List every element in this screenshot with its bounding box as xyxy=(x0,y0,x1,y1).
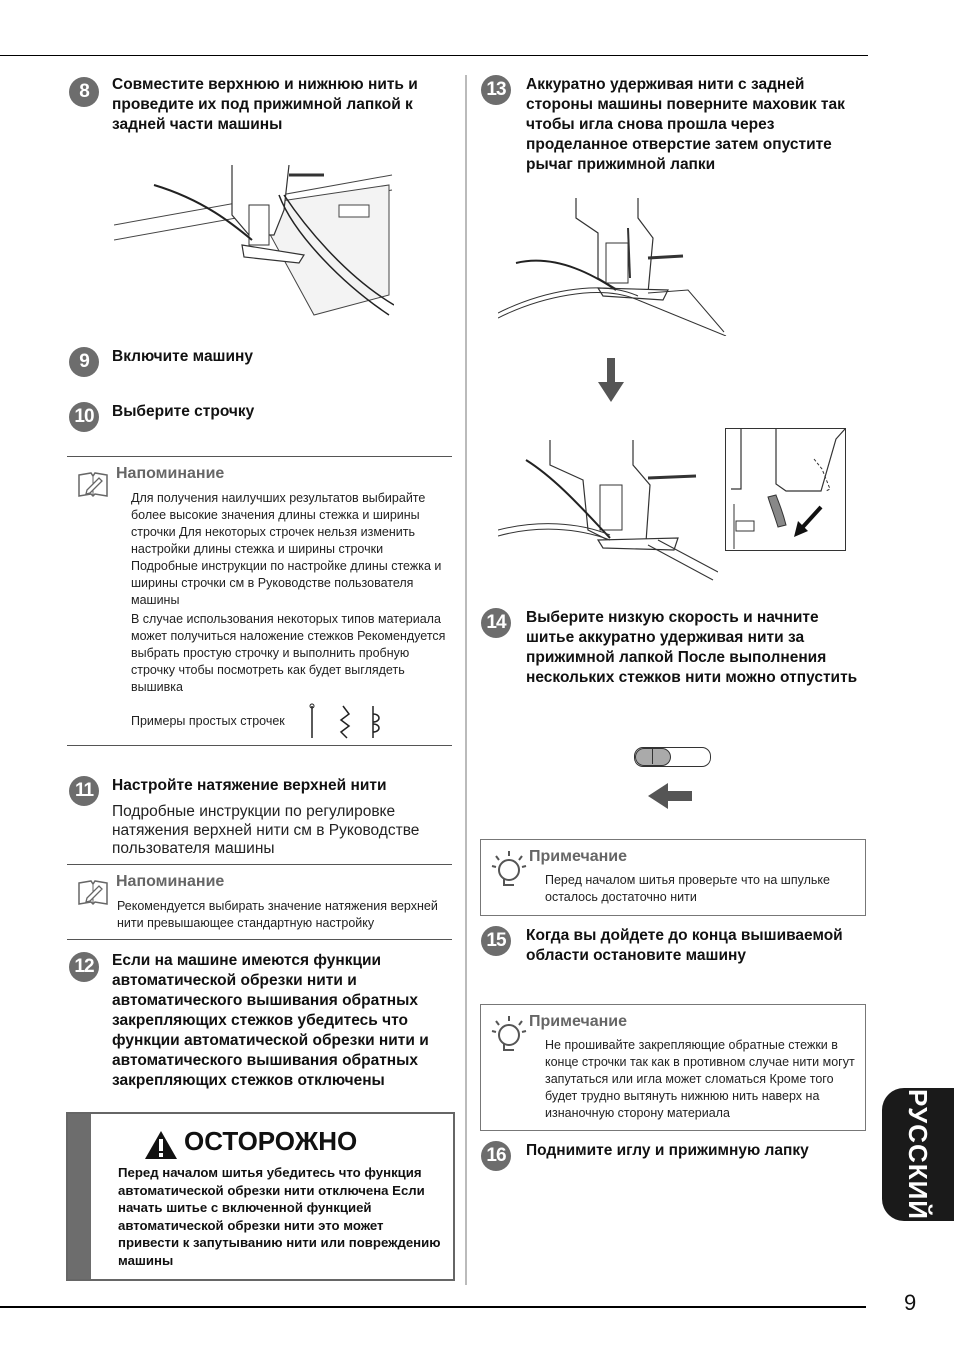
memo2-top-rule xyxy=(67,864,452,865)
step-14-title: Выберите низкую скорость и начните шитье аккуратно удерживая нити за прижимной лапкой После выполнения нескольких стежков нити можно отпустить xyxy=(526,609,858,686)
memo2-heading: Напоминание xyxy=(116,873,225,890)
note1-box xyxy=(480,839,866,916)
note2-box xyxy=(480,1004,866,1131)
language-tab-label: РУССКИЙ xyxy=(903,1089,933,1220)
memo1-examples-label: Примеры простых строчек xyxy=(131,714,285,728)
step-11-badge: 11 xyxy=(69,776,99,806)
caution-text: Перед началом шитья убедитесь что функция автоматической обрезки нити отключена Если начать шитье с включенной функцией автоматической обрезки нити это может привести к запутыванию нити или повреждению машины xyxy=(118,1165,441,1268)
caution-title: ОСТОРОЖНО xyxy=(184,1126,358,1156)
speed-slider-knob xyxy=(635,748,671,766)
language-tab xyxy=(882,1088,954,1221)
step-13-badge: 13 xyxy=(481,75,511,105)
step-11-body: Подробные инструкции по регулировке натяжения верхней нити см в Руководстве пользователя машины xyxy=(112,803,420,857)
memo1-para2: В случае использования некоторых типов материала может получиться наложение стежков Рекомендуется выбрать простую строчку и выполнить пробную строчку чтобы посмотреть как будет выглядеть вышивка xyxy=(131,612,446,694)
step-9-title: Включите машину xyxy=(112,348,253,365)
step-14-badge: 14 xyxy=(481,608,511,638)
memo-pencil-icon xyxy=(77,878,109,911)
top-rule xyxy=(0,55,868,56)
speed-slider-mark xyxy=(652,749,653,764)
caution-stripe xyxy=(68,1114,91,1279)
step-8-badge: 8 xyxy=(69,77,99,107)
note2-heading: Примечание xyxy=(529,1013,628,1030)
step-9-badge: 9 xyxy=(69,347,99,377)
lightbulb-icon xyxy=(491,850,527,893)
step-16-title: Поднимите иглу и прижимную лапку xyxy=(526,1142,809,1159)
lightbulb-icon xyxy=(491,1015,527,1058)
step-12-title: Если на машине имеются функции автоматической обрезки нити и автоматического вышивания обратных закрепляющих стежков убедитесь что функции автоматической обрезки нити и автоматического вышивания обратных закрепляющих стежков отключены xyxy=(112,952,429,1089)
step-8-title: Совместите верхнюю и нижнюю нить и проведите их под прижимной лапкой к задней части машины xyxy=(112,76,418,133)
memo1-para1: Для получения наилучших результатов выбирайте более высокие значения длины стежка и ширины строчки Для некоторых строчек нельзя изменить настройки длины стежка и ширины строчки Подробные инструкции по настройке длины стежка и ширины строчки см в Руководстве пользователя машины xyxy=(131,491,442,607)
memo1-bottom-rule xyxy=(67,745,452,746)
presser-lever-detail-illustration xyxy=(725,428,846,551)
down-arrow-icon xyxy=(598,358,624,407)
memo2-bottom-rule xyxy=(67,939,452,940)
simple-stitch-examples-icon xyxy=(303,702,387,747)
step-10-title: Выберите строчку xyxy=(112,403,255,420)
note2-text: Не прошивайте закрепляющие обратные стежки в конце строчки так как в противном случае нити могут запутаться или игла может сломаться Кроме того будет трудно вытянуть нижнюю нить наверх на изнаночную сторону материала xyxy=(545,1038,855,1120)
memo1-heading: Напоминание xyxy=(116,465,225,482)
presser-foot-threads-illustration xyxy=(114,165,394,325)
step-10-badge: 10 xyxy=(69,402,99,432)
step-11-title: Настройте натяжение верхней нити xyxy=(112,777,387,794)
caution-box xyxy=(66,1112,455,1281)
note1-text: Перед началом шитья проверьте что на шпульке осталось достаточно нити xyxy=(545,873,830,904)
step-13-title: Аккуратно удерживая нити с задней стороны машины поверните маховик так чтобы игла снова прошла через проделанное отверстие затем опустите рычаг прижимной лапки xyxy=(526,76,845,173)
memo2-text: Рекомендуется выбирать значение натяжения верхней нити превышающее стандартную настройку xyxy=(117,899,438,930)
step-16-badge: 16 xyxy=(481,1141,511,1171)
lower-presser-foot-illustration xyxy=(498,198,728,336)
step-15-badge: 15 xyxy=(481,926,511,956)
warning-triangle-icon xyxy=(144,1130,178,1165)
column-divider xyxy=(465,75,467,1285)
page-number: 9 xyxy=(904,1290,917,1315)
step-15-title: Когда вы дойдете до конца вышиваемой области остановите машину xyxy=(526,927,843,964)
note1-heading: Примечание xyxy=(529,848,628,865)
memo-pencil-icon xyxy=(77,470,109,503)
needle-through-fabric-illustration xyxy=(498,440,718,588)
bottom-rule xyxy=(0,1306,866,1308)
step-12-badge: 12 xyxy=(69,952,99,982)
left-arrow-icon xyxy=(648,783,692,814)
memo1-top-rule xyxy=(67,456,452,457)
